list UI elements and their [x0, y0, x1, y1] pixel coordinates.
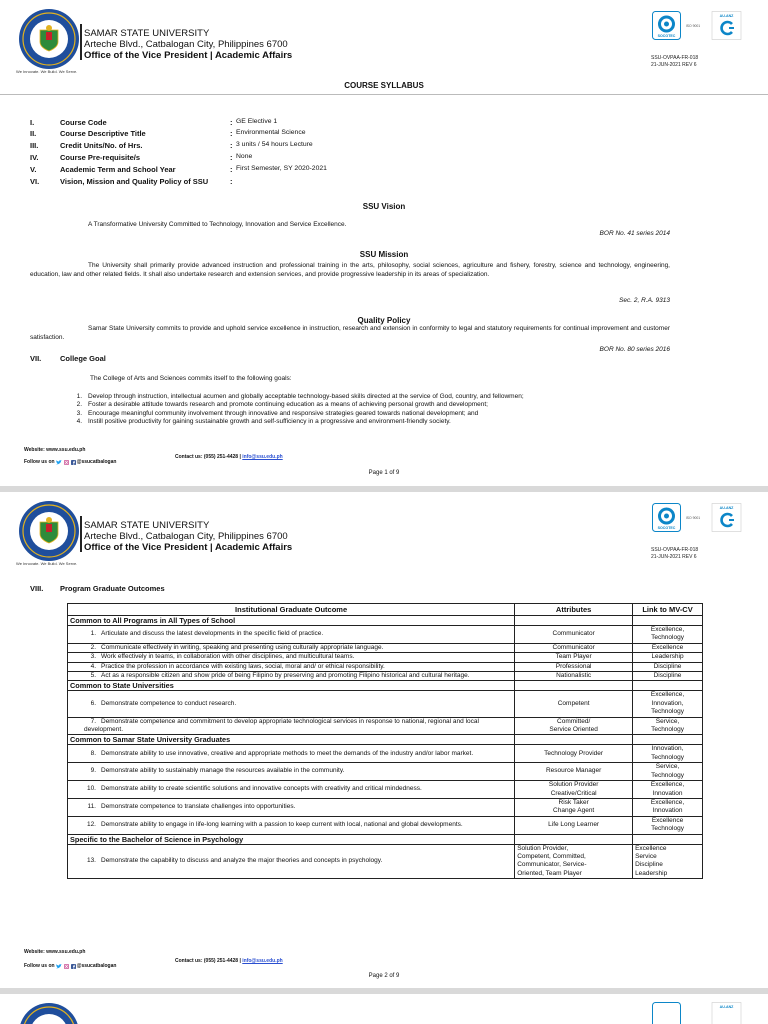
group-title: Common to All Programs in All Types of School — [68, 616, 515, 626]
table-row — [68, 844, 703, 879]
mvcv-link-cell: Excellence, Innovation — [633, 781, 703, 799]
title-rule — [0, 94, 768, 95]
table-row — [68, 763, 703, 781]
footer-contact: Contact us: (055) 251-4428 | info@ssu.edu.ph — [175, 454, 283, 460]
table-row — [68, 653, 703, 662]
empty-cell — [633, 616, 703, 626]
attribute-cell: Competent — [515, 691, 633, 717]
attribute-cell: Nationalistic — [515, 672, 633, 681]
empty-cell — [633, 834, 703, 844]
outcome-cell — [68, 781, 515, 799]
university-name: SAMAR STATE UNIVERSITY — [84, 28, 210, 39]
university-name: SAMAR STATE UNIVERSITY — [84, 520, 210, 531]
header-divider — [80, 516, 82, 552]
field-credit-units: III. Credit Units/No. of Hrs. : 3 units / 54 hours Lecture — [30, 141, 313, 150]
outcome-number: 11. — [87, 803, 96, 811]
outcome-cell — [68, 763, 515, 781]
table-row — [68, 691, 703, 717]
vision-text: A Transformative University Committed to Technology, Innovation and Service Excellence. — [88, 221, 347, 228]
mvcv-link-cell: Service, Technology — [633, 763, 703, 781]
column-header: Link to MV-CV — [633, 604, 703, 616]
attribute-cell: Solution Provider Creative/Critical — [515, 781, 633, 799]
cert-region: AU-ANZ — [719, 506, 734, 510]
cert-region: AU-ANZ — [719, 14, 734, 18]
cert-iso: ISO 9001 — [685, 24, 701, 28]
twitter-icon[interactable] — [56, 964, 62, 969]
outcome-cell — [68, 662, 515, 671]
mission-text: The University shall primarily provide advanced instruction and professional training in the arts, philosophy, social sciences, agriculture and fishery, forestry, science and technology, engineering, education, law and other related fields. It shall also undertake research and extension services, and provide progressive leadership in its areas of specialization. — [30, 262, 670, 278]
attribute-cell: Professional — [515, 662, 633, 671]
syllabus-title: COURSE SYLLABUS — [344, 81, 424, 90]
field-college-goal: VII. College Goal — [30, 354, 106, 363]
table-row — [68, 798, 703, 816]
outcome-text: Demonstrate ability to sustainably manage the resources available in the community. — [101, 767, 345, 775]
vision-citation: BOR No. 41 series 2014 — [599, 230, 670, 237]
attribute-cell: Resource Manager — [515, 763, 633, 781]
outcome-cell — [68, 643, 515, 652]
mvcv-link-cell: Excellence, Technology — [633, 626, 703, 644]
footer-social: Follow us on @ssucatbalogan — [24, 963, 117, 969]
facebook-icon[interactable] — [71, 460, 76, 465]
cert-brand: SOCOTEC — [657, 526, 676, 530]
list-item: 1. Develop through instruction, intellectual acumen and globally acceptable technology-based skills directed at the service of God, country, and fellowmen; — [76, 393, 524, 400]
outcome-text: Demonstrate ability to use innovative, creative and appropriate methods to meet the demands of the industry and/or labor market. — [101, 749, 474, 757]
vision-heading: SSU Vision — [362, 202, 406, 211]
outcome-text: Demonstrate ability to create scientific solutions and innovative concepts with creativity and critical mindedness. — [101, 785, 422, 793]
table-row — [68, 662, 703, 671]
outcome-text: Practice the profession in accordance with existing laws, social, moral and/ or ethical responsibility. — [101, 662, 385, 670]
outcome-text: Communicate effectively in writing, speaking and presenting using culturally appropriate language. — [101, 643, 384, 651]
group-title: Common to State Universities — [68, 681, 515, 691]
column-header: Institutional Graduate Outcome — [68, 604, 515, 616]
outcome-text: Demonstrate the capability to discuss and analyze the major theories and concepts in psychology. — [101, 857, 383, 865]
field-vmq: VI. Vision, Mission and Quality Policy of SSU : — [30, 177, 233, 186]
mvcv-link-cell: Excellence — [633, 643, 703, 652]
doc-revision: 21-JUN-2021 REV 6 — [651, 554, 697, 560]
university-motto: We Innovate. We Build. We Serve. — [16, 69, 78, 74]
syllabus-page-2 — [0, 492, 768, 988]
graduate-outcomes-table — [67, 603, 703, 879]
outcome-number: 13. — [86, 857, 96, 865]
mission-citation: Sec. 2, R.A. 9313 — [619, 297, 670, 304]
office-name: Office of the Vice President | Academic Affairs — [84, 542, 293, 553]
outcome-cell — [68, 816, 515, 834]
quality-heading: Quality Policy — [357, 316, 411, 325]
list-item: 2. Foster a desirable attitude towards research and promote continuing education as a means of achieving personal growth and development; — [76, 401, 488, 409]
facebook-icon[interactable] — [71, 964, 76, 969]
page-header — [0, 492, 768, 574]
outcome-number: 6. — [90, 699, 96, 707]
outcome-cell — [68, 717, 515, 735]
university-motto: We Innovate. We Build. We Serve. — [16, 561, 78, 566]
university-block — [84, 28, 292, 61]
college-goals-list — [72, 393, 524, 427]
page-number: Page 2 of 9 — [368, 973, 400, 979]
empty-cell — [633, 681, 703, 691]
mvcv-link-cell: Excellence Service Discipline Leadership — [633, 844, 703, 879]
table-row — [68, 672, 703, 681]
field-prerequisites: IV. Course Pre-requisite/s : None — [30, 153, 253, 162]
attribute-cell: Team Player — [515, 653, 633, 662]
outcome-number: 3. — [90, 653, 96, 661]
empty-cell — [515, 616, 633, 626]
attribute-cell: Risk Taker Change Agent — [515, 798, 633, 816]
mvcv-link-cell: Innovation, Technology — [633, 745, 703, 763]
syllabus-page-3 — [0, 994, 768, 1024]
outcome-text: Demonstrate competence to translate challenges into opportunities. — [101, 803, 296, 811]
page-header — [0, 0, 768, 82]
outcome-cell — [68, 653, 515, 662]
list-item: 4. Instill positive productivity for gaining sustainable growth and self-sufficiency in a progressive and environment-friendly society. — [76, 418, 451, 426]
outcome-number: 4. — [90, 662, 96, 670]
university-seal-icon — [18, 1002, 80, 1024]
contact-email-link[interactable]: info@ssu.edu.ph — [242, 958, 283, 964]
quality-text: Samar State University commits to provide and uphold service excellence in instruction, research and extension in conformity to legal and statutory requirements for continual improvement and customer satisfaction. — [30, 325, 670, 341]
outcome-number: 2. — [90, 643, 96, 651]
attribute-cell: Life Long Learner — [515, 816, 633, 834]
table-header-row — [68, 604, 703, 616]
outcome-cell — [68, 844, 515, 879]
outcome-number: 12. — [86, 820, 96, 828]
university-block — [84, 520, 292, 553]
outcome-number: 9. — [90, 767, 96, 775]
iso-certification-icon — [652, 1002, 742, 1024]
college-goal-intro: The College of Arts and Sciences commits itself to the following goals: — [90, 375, 292, 382]
table-group-row — [68, 735, 703, 745]
iso-certification-icon — [652, 11, 742, 47]
doc-code: SSU-OVPAA-FR-018 — [651, 547, 699, 553]
contact-email-link[interactable]: info@ssu.edu.ph — [242, 454, 283, 460]
attribute-cell: Communicator — [515, 626, 633, 644]
outcome-cell — [68, 798, 515, 816]
university-seal-icon — [18, 500, 80, 562]
table-group-row — [68, 616, 703, 626]
doc-revision: 21-JUN-2021 REV 6 — [651, 62, 697, 68]
field-academic-term: V. Academic Term and School Year : First Semester, SY 2020-2021 — [30, 165, 327, 174]
outcome-number: 8. — [90, 749, 96, 757]
twitter-icon[interactable] — [56, 460, 62, 465]
iso-certification-icon — [652, 503, 742, 539]
cert-iso: ISO 9001 — [685, 516, 701, 520]
table-group-row — [68, 834, 703, 844]
table-row — [68, 745, 703, 763]
footer-contact: Contact us: (055) 251-4428 | info@ssu.edu.ph — [175, 958, 283, 964]
outcome-cell — [68, 672, 515, 681]
attribute-cell: Communicator — [515, 643, 633, 652]
outcome-text: Act as a responsible citizen and show pride of being Filipino by preserving and promoting Filipino historical and cultural heritage. — [101, 672, 470, 680]
outcome-text: Demonstrate ability to engage in life-long learning with a passion to keep current with local, national and global developments. — [101, 820, 463, 828]
outcome-number: 7. — [90, 717, 96, 725]
attribute-cell: Committed/ Service Oriented — [515, 717, 633, 735]
field-course-code: I. Course Code : GE Elective 1 — [30, 118, 278, 127]
instagram-icon[interactable] — [64, 964, 69, 969]
section-program-outcomes: VIII. Program Graduate Outcomes — [30, 584, 165, 593]
outcome-number: 10. — [86, 785, 96, 793]
mvcv-link-cell: Discipline — [633, 662, 703, 671]
university-address: Arteche Blvd., Catbalogan City, Philippines 6700 — [84, 531, 288, 542]
outcome-number: 5. — [90, 672, 96, 680]
table-row — [68, 717, 703, 735]
list-item: 3. Encourage meaningful community involvement through innovative and responsive strategies geared towards national development; and — [76, 409, 479, 417]
column-header: Attributes — [515, 604, 633, 616]
document-reference — [651, 55, 698, 69]
field-course-title: II. Course Descriptive Title : Environmental Science — [30, 129, 306, 138]
table-row — [68, 781, 703, 799]
header-divider — [80, 24, 82, 60]
attribute-cell: Solution Provider, Competent, Committed, Communicator, Service- Oriented, Team Player — [515, 844, 633, 879]
mvcv-link-cell: Service, Technology — [633, 717, 703, 735]
doc-code: SSU-OVPAA-FR-018 — [651, 55, 699, 61]
mvcv-link-cell: Excellence, Innovation — [633, 798, 703, 816]
group-title: Specific to the Bachelor of Science in Psychology — [68, 834, 515, 844]
footer-website[interactable]: Website: www.ssu.edu.ph — [24, 949, 86, 955]
instagram-icon[interactable] — [64, 460, 69, 465]
mvcv-link-cell: Discipline — [633, 672, 703, 681]
empty-cell — [515, 735, 633, 745]
footer-website[interactable]: Website: www.ssu.edu.ph — [24, 447, 86, 453]
document-reference — [651, 547, 698, 561]
mvcv-link-cell: Excellence Technology — [633, 816, 703, 834]
mission-heading: SSU Mission — [359, 250, 409, 259]
office-name: Office of the Vice President | Academic Affairs — [84, 50, 293, 61]
outcome-text: Demonstrate competence and commitment to develop appropriate technological services in response to national, regional and local development. — [84, 717, 479, 734]
outcome-text: Work effectively in teams, in collaboration with other disciplines, and multicultural teams. — [101, 653, 355, 661]
cert-region: AU-ANZ — [719, 1005, 734, 1009]
quality-citation: BOR No. 80 series 2016 — [599, 346, 670, 353]
university-seal-icon — [18, 8, 80, 70]
table-row — [68, 816, 703, 834]
empty-cell — [633, 735, 703, 745]
outcome-cell — [68, 626, 515, 644]
mvcv-link-cell: Leadership — [633, 653, 703, 662]
university-address: Arteche Blvd., Catbalogan City, Philippines 6700 — [84, 39, 288, 50]
group-title: Common to Samar State University Graduates — [68, 735, 515, 745]
outcome-cell — [68, 745, 515, 763]
outcome-cell — [68, 691, 515, 717]
table-row — [68, 626, 703, 644]
attribute-cell: Technology Provider — [515, 745, 633, 763]
table-group-row — [68, 681, 703, 691]
mvcv-link-cell: Excellence, Innovation, Technology — [633, 691, 703, 717]
outcome-text: Articulate and discuss the latest developments in the specific field of practice. — [101, 630, 324, 638]
outcome-number: 1. — [90, 630, 96, 638]
empty-cell — [515, 681, 633, 691]
table-row — [68, 643, 703, 652]
cert-brand: SOCOTEC — [657, 34, 676, 38]
empty-cell — [515, 834, 633, 844]
footer-social: Follow us on @ssucatbalogan — [24, 459, 117, 465]
page-number: Page 1 of 9 — [368, 470, 400, 476]
outcome-text: Demonstrate competence to conduct research. — [101, 699, 237, 707]
syllabus-page-1 — [0, 0, 768, 486]
